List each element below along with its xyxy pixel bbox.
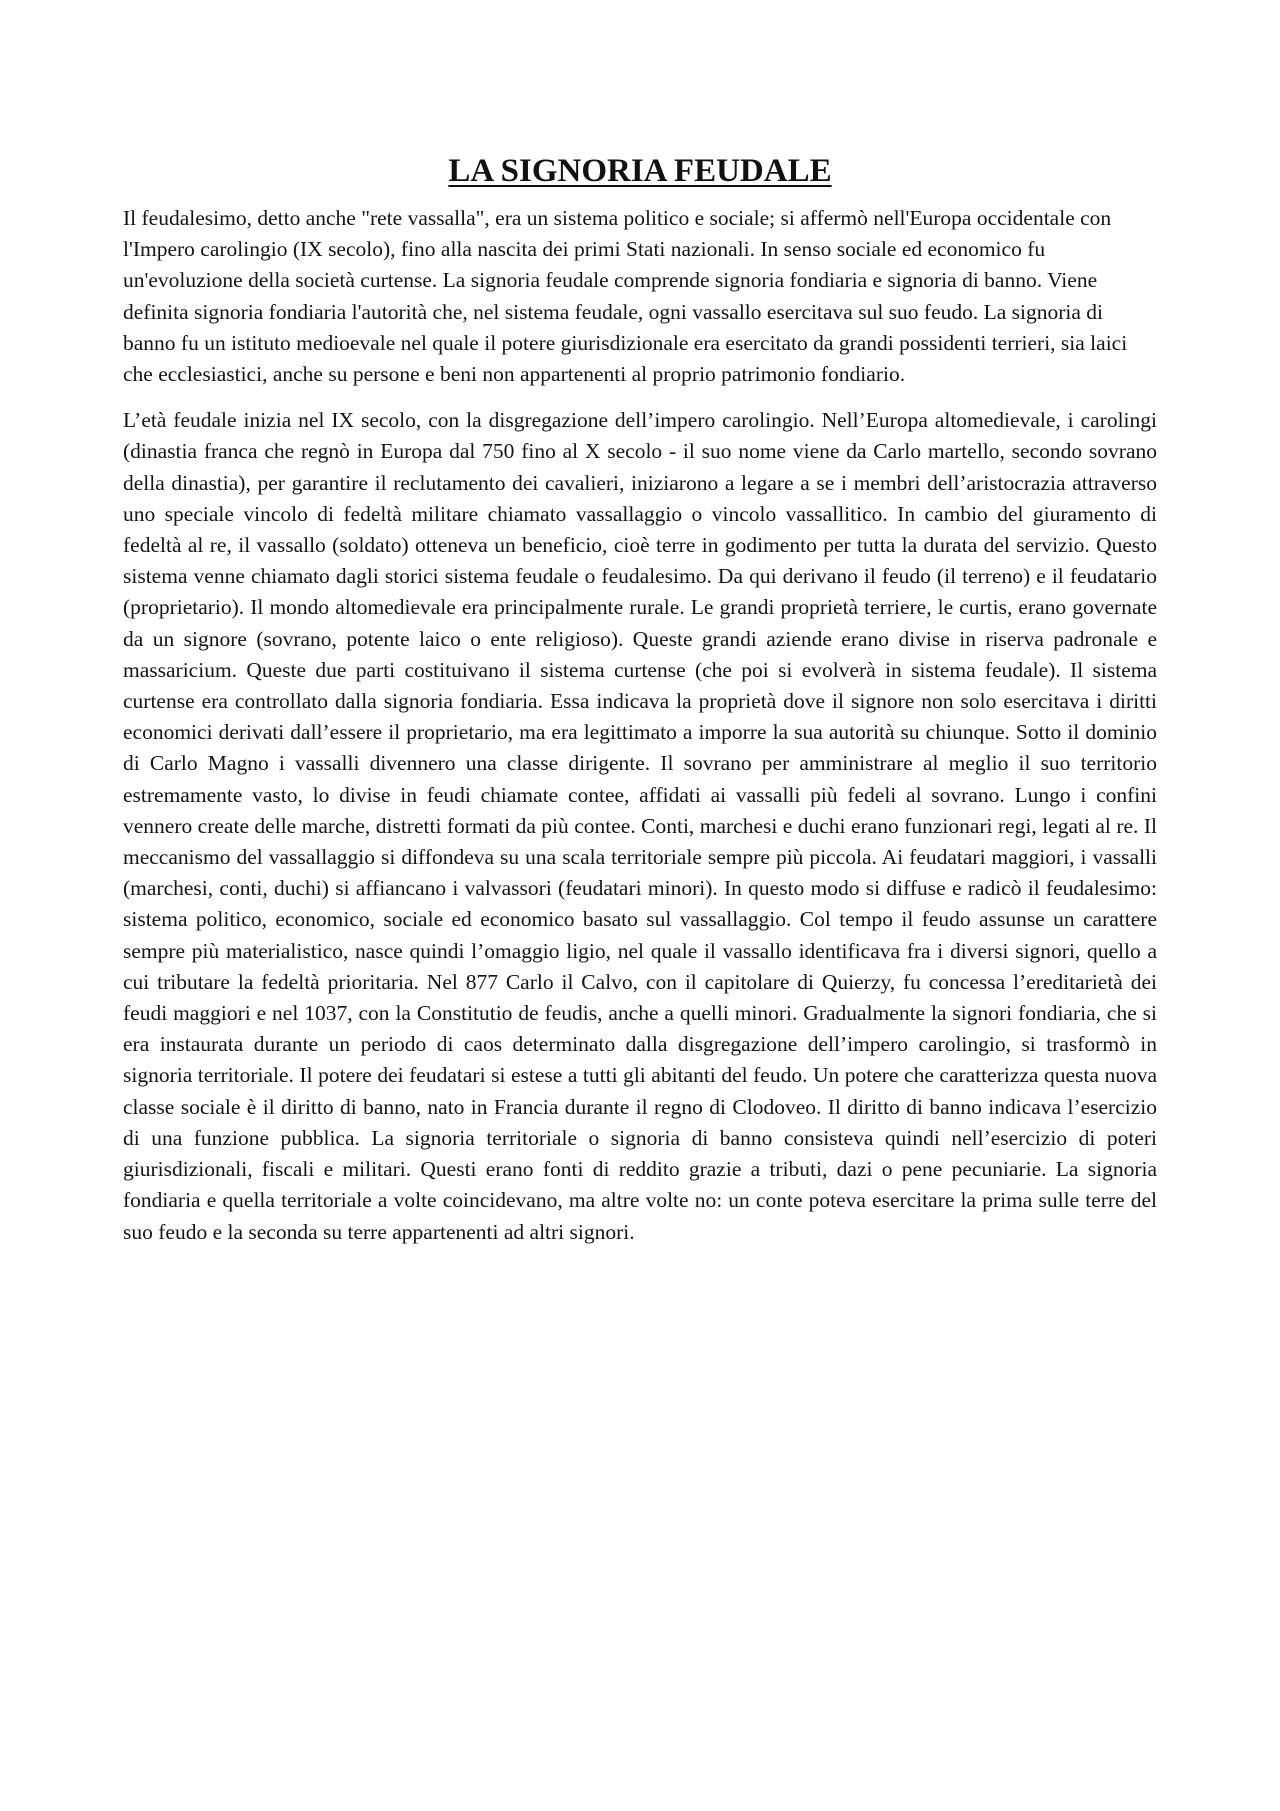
document-body <box>123 150 1157 1263</box>
paragraph-eta-feudale: L’età feudale inizia nel IX secolo, con la disgregazione dell’impero carolingio. Nell’Europa altomedievale, i carolingi (dinastia franca che regnò in Europa dal 750 fino al X secolo - il suo nome viene da Carlo martello, secondo sovrano della dinastia), per garantire il reclutamento dei cavalieri, iniziarono a legare a se i membri dell’aristocrazia attraverso uno speciale vincolo di fedeltà militare chiamato vassallaggio o vincolo vassallitico. In cambio del giuramento di fedeltà al re, il vassallo (soldato) otteneva un beneficio, cioè terre in godimento per tutta la durata del servizio. Questo sistema venne chiamato dagli storici sistema feudale o feudalesimo. Da qui derivano il feudo (il terreno) e il feudatario (proprietario). Il mondo altomedievale era principalmente rurale. Le grandi proprietà terriere, le curtis, erano governate da un signore (sovrano, potente laico o ente religioso). Queste grandi aziende erano divise in riserva padronale e massaricium. Queste due parti costituivano il sistema curtense (che poi si evolverà in sistema feudale). Il sistema curtense era controllato dalla signoria fondiaria. Essa indicava la proprietà dove il signore non solo esercitava i diritti economici derivati dall’essere il proprietario, ma era legittimato a imporre la sua autorità su chiunque. Sotto il dominio di Carlo Magno i vassalli divennero una classe dirigente. Il sovrano per amministrare al meglio il suo territorio estremamente vasto, lo divise in feudi chiamate contee, affidati ai vassalli più fedeli al sovrano. Lungo i confini vennero create delle marche, distretti formati da più contee. Conti, marchesi e duchi erano funzionari regi, legati al re. Il meccanismo del vassallaggio si diffondeva su una scala territoriale sempre più piccola. Ai feudatari maggiori, i vassalli (marchesi, conti, duchi) si affiancano i valvassori (feudatari minori). In questo modo si diffuse e radicò il feudalesimo: sistema politico, economico, sociale ed economico basato sul vassallaggio. Col tempo il feudo assunse un carattere sempre più materialistico, nasce quindi l’omaggio ligio, nel quale il vassallo identificava fra i diversi signori, quello a cui tributare la fedeltà prioritaria. Nel 877 Carlo il Calvo, con il capitolare di Quierzy, fu concessa l’ereditarietà dei feudi maggiori e nel 1037, con la Constitutio de feudis, anche a quelli minori. Gradualmente la signori fondiaria, che si era instaurata durante un periodo di caos determinato dalla disgregazione dell’impero carolingio, si trasformò in signoria territoriale. Il potere dei feudatari si estese a tutti gli abitanti del feudo. Un potere che caratterizza questa nuova classe sociale è il diritto di banno, nato in Francia durante il regno di Clodoveo. Il diritto di banno indicava l’esercizio di una funzione pubblica. La signoria territoriale o signoria di banno consisteva quindi nell’esercizio di poteri giurisdizionali, fiscali e militari. Questi erano fonti di reddito grazie a tributi, dazi o pene pecuniarie. La signoria fondiaria e quella territoriale a volte coincidevano, ma altre volte no: un conte poteva esercitare la prima sulle terre del suo feudo e la seconda su terre appartenenti ad altri signori. <box>123 408 1157 1244</box>
document-title: LA SIGNORIA FEUDALE <box>448 153 832 189</box>
paragraph-intro: Il feudalesimo, detto anche "rete vassalla", era un sistema politico e sociale; si affermò nell'Europa occidentale con l'Impero carolingio (IX secolo), fino alla nascita dei primi Stati nazionali. In senso sociale ed economico fu un'evoluzione della società curtense. La signoria feudale comprende signoria fondiaria e signoria di banno. Viene definita signoria fondiaria l'autorità che, nel sistema feudale, ogni vassallo esercitava sul suo feudo. La signoria di banno fu un istituto medioevale nel quale il potere giurisdizionale era esercitato da grandi possidenti terrieri, sia laici che ecclesiastici, anche su persone e beni non appartenenti al proprio patrimonio fondiario. <box>123 206 1128 387</box>
